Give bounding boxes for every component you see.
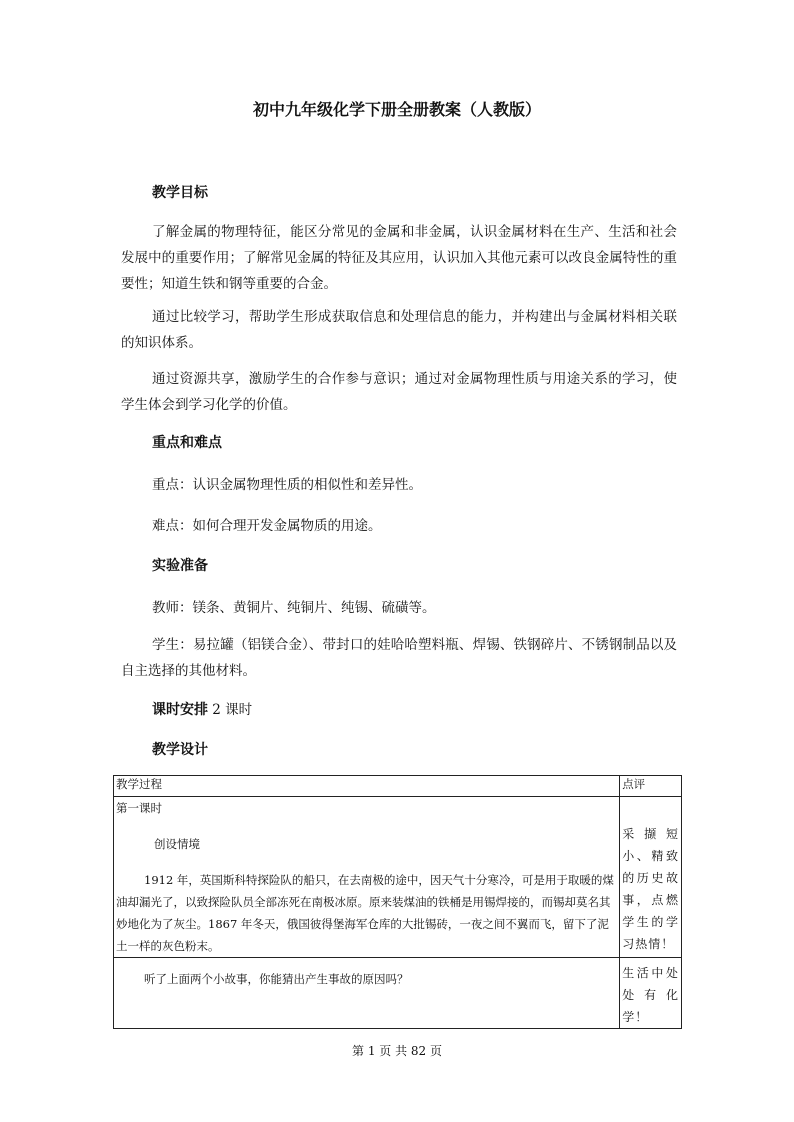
goals-paragraph-2: 通过比较学习，帮助学生形成获取信息和处理信息的能力，并构建出与金属材料相关联的知识体系。 [121,309,677,351]
prep-heading: 实验准备 [152,558,208,574]
key-point-text: 重点：认识金属物理性质的相似性和差异性。 [152,477,422,493]
table-header-row [114,776,682,797]
prep-student-text: 学生：易拉罐（铝镁合金）、带封口的娃哈哈塑料瓶、焊锡、铁钢碎片、不锈钢制品以及自主选择的其他材料。 [121,637,677,679]
page-footer: 第 1 页 共 82 页 [352,1044,442,1058]
schedule-label: 课时安排 [152,702,208,718]
header-process: 教学过程 [114,776,620,797]
goals-paragraph-3: 通过资源共享，激励学生的合作参与意识；通过对金属物理性质与用途关系的学习，使学生体会到学习化学的价值。 [121,371,677,413]
design-heading: 教学设计 [152,742,208,758]
row1-comment-cell [620,797,682,958]
document-title: 初中九年级化学下册全册教案（人教版） [252,100,541,119]
lesson-table [113,775,682,1029]
question-text: 听了上面两个小故事，你能猜出产生事故的原因吗？ [144,972,409,986]
lesson-label: 第一课时 [116,801,162,815]
schedule-value: 2 课时 [212,702,253,718]
table-row [114,958,682,1029]
schedule-line [152,698,252,719]
difficulty-text: 难点：如何合理开发金属物质的用途。 [152,518,382,534]
header-comment: 点评 [620,776,682,797]
row1-process-cell [114,797,620,958]
row1-comment: 采撷短小、精致的历史故事，点燃学生的学习热情！ [622,827,679,951]
table-row [114,797,682,958]
row2-comment: 生活中处处有化学！ [622,966,679,1024]
row2-process-cell [114,958,620,1029]
key-difficulty-heading: 重点和难点 [152,435,222,451]
prep-teacher-text: 教师：镁条、黄铜片、纯铜片、纯锡、硫磺等。 [152,600,436,616]
scene-subtitle: 创设情境 [154,837,200,851]
story-paragraph: 1912 年，英国斯科特探险队的船只，在去南极的途中，因天气十分寒冷，可是用于取暖的煤油却漏光了，以致探险队员全部冻死在南极冰原。原来装煤油的铁桶是用锡焊接的，而锡却莫名其妙地化为了灰尘。1867 年冬天，俄国彼得堡海军仓库的大批锡砖，一夜之间不翼而飞，留下了泥土一样的灰色粉末。 [116,873,614,953]
goals-heading: 教学目标 [152,185,208,201]
goals-paragraph-1: 了解金属的物理特征，能区分常见的金属和非金属，认识金属材料在生产、生活和社会发展中的重要作用；了解常见金属的特征及其应用，认识加入其他元素可以改良金属特性的重要性；知道生铁和钢等重要的合金。 [121,224,677,292]
row2-comment-cell [620,958,682,1029]
